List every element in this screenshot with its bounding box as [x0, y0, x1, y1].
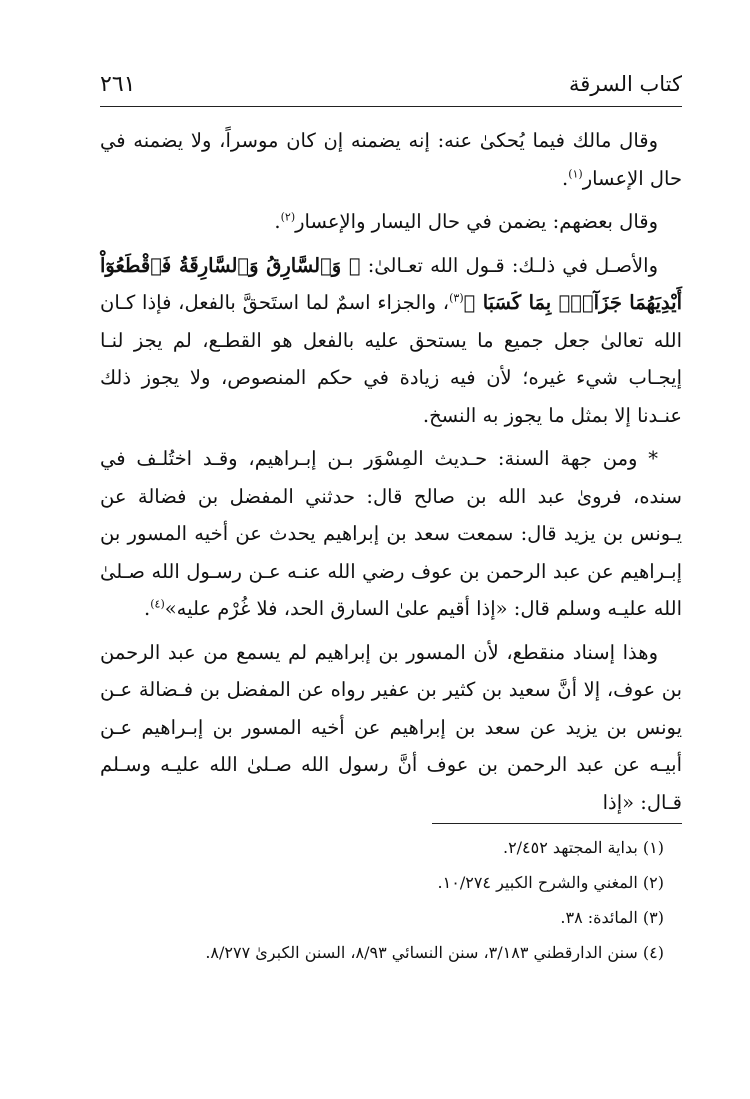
running-header	[100, 64, 682, 104]
footnotes	[100, 830, 664, 970]
footnote-1: (١) بداية المجتهد ٢/٤٥٢.	[502, 838, 664, 857]
footnote-marker: (٤)	[150, 597, 165, 611]
footnote-4: (٤) سنن الدارقطني ٣/١٨٣، سنن النسائي ٨/٩٣، السنن الكبرىٰ ٨/٢٧٧.	[205, 943, 664, 962]
footnote-marker: (٣)	[449, 291, 464, 305]
paragraph-some-say: وقال بعضهم: يضمن في حال اليسار والإعسار$^{(٢)}$.	[274, 210, 658, 233]
paragraph-principle: والأصـل في ذلـك: قـول الله تعـالىٰ: ﴿ وَٱلسَّارِقُ وَٱلسَّارِقَةُ فَٱقْطَعُوٓاْ أَيْدِيَهُمَا جَزَآءًۢ بِمَا كَسَبَا ﴾$^{(٣)}$، والجزاء اسمٌ لما استَحقَّ بالفعل، فإذا كـان الله تعالىٰ جعل جميع ما يستحق عليه بالفعل هو القطـع، لم يجز لنـا إيجـاب شيء غيره؛ لأن فيه زيادة في حكم المنصوص، ولا يجوز ذلك عنـدنا إلا بمثل ما يجوز به النسخ.	[100, 253, 682, 427]
paragraph-isnad: وهذا إسناد منقطع، لأن المسور بن إبراهيم لم يسمع من عبد الرحمن بن عوف، إلا أنَّ سعيد بن كثير بن عفير رواه عن المفضل بن فـضالة عـن يونس بن يزيد عن سعد بن إبراهيم عن أخيه المسور بن إبـراهيم عـن أبيـه عن عبد الرحمن بن عوف أنَّ رسول الله صـلىٰ الله عليـه وسـلم قـال: «إذا	[100, 640, 682, 814]
paragraph-sunnah: * ومن جهة السنة: حـديث المِسْوَر بـن إبـراهيم، وقـد اختُلـف في سنده، فروىٰ عبد الله بن صالح قال: حدثني المفضل بن فضالة عن يـونس بن يزيد قال: سمعت سعد بن إبراهيم يحدث عن أخيه المسور بن إبـراهيم عن عبد الرحمن بن عوف رضي الله عنـه عـن رسـول الله صـلىٰ الله عليـه وسلم قال: «إذا أقيم علىٰ السارق الحد، فلا غُرْم عليه»$^{(٤)}$.	[100, 447, 682, 620]
chapter-title: كتاب السرقة	[568, 72, 682, 96]
page-number: ٢٦١	[100, 71, 136, 97]
footnote-marker: (٢)	[280, 210, 296, 224]
header-divider	[100, 106, 682, 107]
footnote-divider	[432, 823, 682, 824]
main-text	[100, 122, 682, 827]
quran-verse: ﴿ وَٱلسَّارِقُ وَٱلسَّارِقَةُ فَٱقْطَعُوٓاْ أَيْدِيَهُمَا جَزَآءًۢ بِمَا كَسَبَا ﴾	[100, 253, 682, 314]
footnote-2: (٢) المغني والشرح الكبير ١٠/٢٧٤.	[437, 873, 664, 892]
paragraph-malik: وقال مالك فيما يُحكىٰ عنه: إنه يضمنه إن كان موسراً، ولا يضمنه في حال الإعسار$^{(١)}$.	[100, 129, 682, 190]
footnote-marker: (١)	[568, 167, 583, 180]
footnote-3: (٣) المائدة: ٣٨.	[560, 908, 664, 927]
